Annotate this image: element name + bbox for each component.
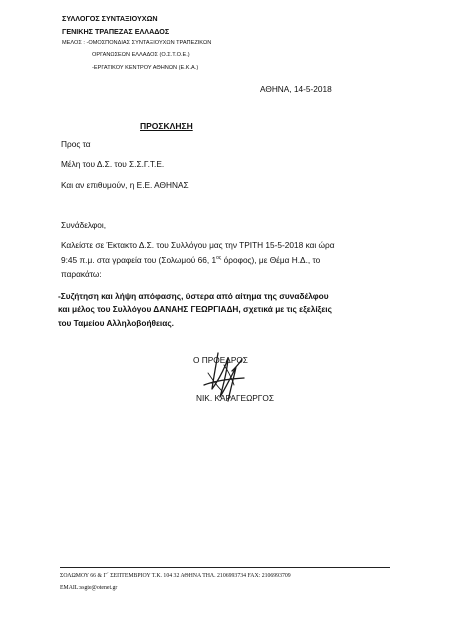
agenda-topic-line2: και μέλος του Συλλόγου ΔΑΝΑΗΣ ΓΕΩΡΓΙΑΔΗ, σχετικά με τις εξελίξεις: [58, 304, 332, 314]
recipient-to: Προς τα: [61, 139, 91, 149]
recipient-members: Μέλη του Δ.Σ. του Σ.Σ.Γ.Τ.Ε.: [61, 159, 165, 169]
membership-line2: ΟΡΓΑΝΩΣΕΩΝ ΕΛΛΑΔΟΣ (Ο.Σ.Τ.Ο.Ε.): [92, 52, 190, 58]
agenda-topic-line1: -Συζήτηση και λήψη απόφασης, ύστερα από αίτημα της συναδέλφου: [58, 291, 329, 301]
association-name-line1: ΣΥΛΛΟΓΟΣ ΣΥΝΤΑΞΙΟΥΧΩΝ: [62, 14, 158, 23]
greeting: Συνάδελφοι,: [61, 220, 107, 230]
signatory-title: Ο ΠΡΟΕΔΡΟΣ: [193, 355, 248, 365]
footer-email: EMAIL:ssgte@otenet.gr: [60, 585, 118, 591]
footer-divider: [60, 567, 390, 568]
signatory-name: ΝΙΚ. ΚΑΡΑΓΕΩΡΓΟΣ: [196, 393, 274, 403]
membership-line1: ΜΕΛΟΣ : -ΟΜΟΣΠΟΝΔΙΑΣ ΣΥΝΤΑΞΙΟΥΧΩΝ ΤΡΑΠΕΖΙΚΩΝ: [62, 40, 212, 46]
membership-line3: -ΕΡΓΑΤΙΚΟΥ ΚΕΝΤΡΟΥ ΑΘΗΝΩΝ (Ε.Κ.Α.): [92, 65, 199, 71]
body-line2-start: 9:45 π.μ. στα γραφεία του (Σολωμού 66, 1: [61, 255, 217, 265]
floor-ordinal-suffix: ος: [216, 255, 222, 262]
footer-address: ΣΟΛΩΜΟΥ 66 & Γ΄ ΣΕΠΤΕΜΒΡΙΟΥ Τ.Κ. 104 32 ΑΘΗΝΑ ΤΗΛ. 2106993734 FAX: 2106993709: [60, 573, 291, 579]
body-line3: παρακάτω:: [61, 269, 102, 279]
body-line2: [61, 255, 320, 265]
body-line2-end: όροφος), με Θέμα Η.Δ., το: [221, 255, 321, 265]
body-line1: Καλείστε σε Έκτακτο Δ.Σ. του Συλλόγου μας την ΤΡΙΤΗ 15-5-2018 και ώρα: [61, 240, 335, 250]
association-name-line2: ΓΕΝΙΚΗΣ ΤΡΑΠΕΖΑΣ ΕΛΛΑΔΟΣ: [62, 27, 170, 36]
recipient-cc: Και αν επιθυμούν, η Ε.Ε. ΑΘΗΝΑΣ: [61, 180, 189, 190]
document-title: ΠΡΟΣΚΛΗΣΗ: [140, 121, 193, 131]
document-date: ΑΘΗΝΑ, 14-5-2018: [260, 84, 332, 94]
agenda-topic-line3: του Ταμείου Αλληλοβοήθειας.: [58, 318, 174, 328]
